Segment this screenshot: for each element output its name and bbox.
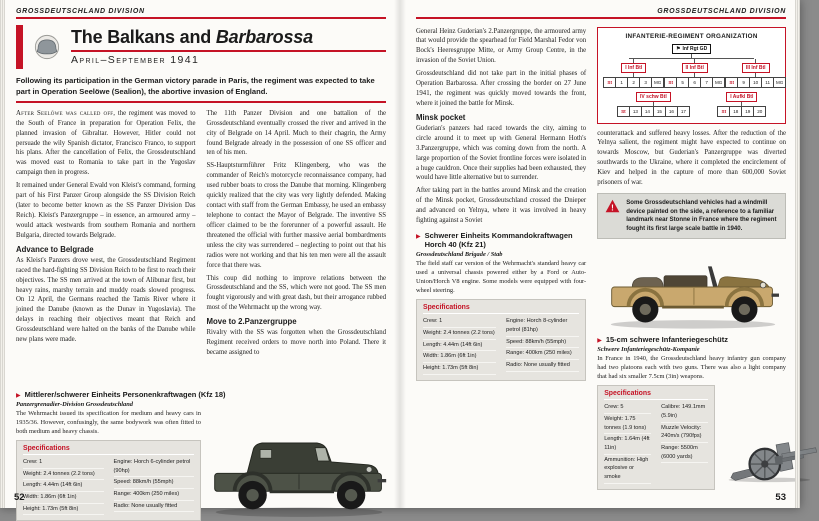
running-head-row [16, 8, 386, 15]
feature-description: The field staff car version of the Wehrmacht's standard heavy car used a universal chassis powered either by a Ford or Auto-Union/Horch V8 engine. Some models were equipped with four-wheel steering. [416, 260, 587, 295]
paragraph: SS-Hauptsturmführer Fritz Klingenberg, who was the commander of Reich's motorcycle reconnaissance company, had used rubber boats to cross the Danube that morning. Klingenberg quickly realized that the city was very lightly defended. Making contact with staff from the German Embassy, he used an embassy telephone to contact the Mayor of Belgrade. The inventive SS officer claimed to be the forerunner of a powerful assault. He threatened the official with further massive aerial bombardments unless the city was surrendered – neglecting to point out that his radios were not working and that his ten men were all the assault force that there was. [206, 162, 386, 269]
spec-item: Weight: 2.4 tonnes (2.2 tons) [23, 469, 104, 481]
paragraph: After taking part in the battles around Minsk and the creation of the Minsk pocket, Grossdeutschland crossed the Dnieper and advanced on Yelnya, where it was involved in heavy fighting against a Soviet [416, 187, 587, 225]
org-st-cell: St [617, 106, 630, 117]
feature-text-block [16, 399, 201, 521]
org-st-cell: St [603, 77, 616, 88]
specifications-box [597, 385, 715, 489]
org-company-cell: 20 [753, 106, 766, 117]
page-number: 52 [14, 492, 25, 503]
warning-icon [605, 199, 620, 213]
feature-description: The Wehrmacht issued its specification for medium and heavy cars in 1935/36. However, confusingly, the same bodywork was often fitted to both medium and heavy chassis. [16, 409, 201, 435]
spec-item: Crew: 1 [423, 316, 496, 328]
org-company-cell: MG [773, 77, 786, 88]
spec-item: Width: 1.86m (6ft 1in) [23, 492, 104, 504]
feature-kfz18 [16, 390, 386, 521]
org-company-cell: MG [712, 77, 725, 88]
org-root [603, 44, 780, 58]
title-rule [71, 50, 386, 52]
specifications-box [16, 440, 201, 521]
helmet-icon [30, 34, 64, 60]
spec-item: Radio: None usually fitted [506, 360, 579, 372]
feature-arrow-icon: ▶ [416, 234, 421, 241]
paragraph: Guderian's panzers had raced towards the city, aiming to circle around it to meet up with General Hermann Hoth's 3.Panzergruppe, which was coming down from the north. A large proportion of the Soviet frontline forces were isolated in a huge cauldron. Once their supplies had been exhausted, they would have little alternative but to surrender. [416, 124, 587, 182]
horch40-vehicle-illustration [597, 244, 789, 330]
spec-item: Speed: 88km/h (55mph) [506, 337, 579, 349]
feature-title: Schwerer Einheits Kommandokraftwagen Horch 40 (Kfz 21) [424, 231, 573, 250]
page-52 [0, 0, 400, 512]
spec-item: Length: 1.64m (4ft 11in) [604, 434, 651, 454]
paragraph: As Kleist's Panzers drove west, the Grossdeutschland Regiment raced the hard-fighting SS Division Reich to be first to reach their objectives. The SS men arrived at the town of Alibunar first, but heavy rains, marshy terrain and muddy roads slowed progress. On 12 April, the Germans reached the Tamis River where it joined the Danube (known as the Dunav in Yugoslavia). The delays in reaching their objectives meant that Reich and Grossdeutschland were halted on the banks of the Danube while new plans were made. [16, 256, 196, 344]
body-columns [416, 27, 786, 490]
running-head-rule [416, 17, 786, 19]
running-head: GROSSDEUTSCHLAND DIVISION [657, 8, 786, 15]
page-number: 53 [775, 492, 786, 503]
org-company-cell: 6 [688, 77, 701, 88]
spec-column [23, 457, 104, 515]
spec-item: Width: 1.86m (6ft 1in) [423, 351, 496, 363]
org-st-cell: St [717, 106, 730, 117]
feature-arrow-icon: ▶ [597, 338, 602, 345]
running-head-row [416, 8, 786, 15]
org-company-cell: 18 [729, 106, 742, 117]
spec-item: Height: 1.73m (5ft 8in) [23, 504, 104, 516]
org-chart-title: INFANTERIE-REGIMENT ORGANIZATION [625, 32, 758, 40]
org-unit [725, 59, 786, 88]
body-column-1 [416, 27, 586, 490]
intro-rule [16, 101, 386, 103]
spec-item: Weight: 2.4 tonnes (2.2 tons) [423, 328, 496, 340]
org-company-cell: 1 [615, 77, 628, 88]
org-unit [603, 59, 664, 88]
org-company-cell: 13 [629, 106, 642, 117]
title-block [16, 25, 386, 70]
spec-item: Radio: None usually fitted [114, 501, 195, 513]
org-company-cell: 16 [665, 106, 678, 117]
page-title: The Balkans and Barbarossa [71, 26, 313, 47]
paragraph: General Heinz Guderian's 2.Panzergruppe, the armoured army that would provide the spearhead for Field Marshal Fedor von Bock's Heeresgruppe Mitte, or Army Group Centre, in the invasion of the Soviet Union. [416, 27, 587, 65]
intro-paragraph: Following its participation in the German victory parade in Paris, the regiment was expected to take part in Operation Seelöwe (Sealion), the abortive invasion of England. [16, 76, 375, 97]
org-battalion-box: III Inf Btl [742, 63, 770, 73]
specifications-title: Specifications [423, 304, 579, 314]
paragraph: Rivalry with the SS was forgotten when the Grossdeutschland Regiment received orders to move north into Poland. There it became assigned to [206, 329, 386, 357]
paragraph: It remained under General Ewald von Kleist's command, forming part of his First Panzer Group alongside the SS Division Reich (later to become better known as the SS Panzer Division Das Reich). Kleist's Panzergruppe – in essence, an armoured army – would attack westwards from southern Romania and northern Bulgaria, directed towards Belgrade. [16, 182, 196, 239]
org-company-cell: 9 [737, 77, 750, 88]
running-head: GROSSDEUTSCHLAND DIVISION [16, 8, 145, 15]
org-company-cell: 15 [653, 106, 666, 117]
org-company-cell: 11 [761, 77, 774, 88]
page-53 [400, 0, 800, 508]
spec-item: Range: 400km (250 miles) [506, 348, 579, 360]
spec-item: Range: 5500m (6000 yards) [661, 443, 708, 463]
feature-subtitle: Panzergrenadier-Division Grossdeutschland [16, 400, 133, 408]
body-column-2 [207, 109, 387, 385]
org-chart [597, 27, 786, 124]
windmill-note [597, 193, 786, 239]
svg-text:!: ! [611, 203, 615, 213]
body-columns [16, 109, 386, 385]
org-company-cell: 3 [639, 77, 652, 88]
paragraph: counterattack and suffered heavy losses. After the reduction of the Yelnya salient, the regiment might have expected to continue on towards Moscow, but Guderian's Panzergruppe was diverted southwards to the Ukraine, where it completed the encirclement of Kiev and helped in the capture of more than 600,000 Soviet prisoners of war. [597, 129, 786, 187]
flag-icon: ⚑ [675, 45, 681, 52]
org-unit [717, 92, 766, 117]
org-company-cell: 5 [676, 77, 689, 88]
spec-item: Crew: 1 [23, 457, 104, 469]
spec-item: Ammunition: High explosive or smoke [604, 455, 651, 484]
feature-title: 15-cm schwere Infanteriegeschütz [605, 335, 728, 345]
section-heading: Minsk pocket [416, 112, 466, 122]
spec-column [506, 316, 579, 374]
spec-column [114, 457, 195, 515]
org-company-cell: 10 [749, 77, 762, 88]
note-text: Some Grossdeutschland vehicles had a windmill device painted on the side, a reference to a familiar landmark near Stonne in France where the regiment fought its first large scale battle in 1940. [626, 199, 777, 232]
spec-item: Weight: 1.75 tonnes (1.9 tons) [604, 414, 651, 434]
paragraph: Grossdeutschland did not take part in the initial phases of Operation Barbarossa. After crossing the border on 27 June 1941, the regiment was quickly moved towards the front, where it joined the battle for Minsk. [416, 70, 587, 107]
org-battalion-row [603, 92, 780, 117]
feature-title: Mittlerer/schwerer Einheits Personenkraftwagen (Kfz 18) [24, 389, 226, 399]
paragraph: After Seelöwe was called off, the regiment was moved to the South of France in preparation for Operation Felix, the planned invasion of Gibraltar. However, Hitler could not persuade the wily Spanish dictator, Francisco Franco, to support his plans. After the cancellation of Felix, the Grossdeutschland was moved east to Romania to take part in the Yugoslav campaign then in progress. [16, 109, 196, 177]
spec-item: Height: 1.73m (5ft 8in) [423, 363, 496, 375]
org-battalion-box: II Inf Btl [682, 63, 708, 73]
feature-subtitle: Grossdeutschland Brigade / Stab [416, 251, 503, 259]
org-battalion-box: I Inf Btl [621, 63, 646, 73]
specifications-title: Specifications [604, 390, 708, 400]
sig33-gun-illustration [723, 424, 819, 490]
org-battalion-box: I Aufkl Btl [726, 92, 757, 102]
spec-item: Engine: Horch 6-cylinder petrol (90hp) [114, 457, 195, 477]
spec-item: Length: 4.44m (14ft 6in) [23, 480, 104, 492]
spec-item: Range: 400km (250 miles) [114, 489, 195, 501]
feature-description: In France in 1940, the Grossdeutschland heavy infantry gun company had two platoons each with two guns. There was also a light company that had six smaller 7.5cm (3in) weapons. [597, 355, 786, 381]
org-unit [617, 92, 690, 117]
spec-item: Calibre: 149.1mm (5.9in) [661, 402, 708, 422]
org-st-cell: St [725, 77, 738, 88]
spec-column [423, 316, 496, 374]
org-company-cell: 14 [641, 106, 654, 117]
title-text [71, 28, 386, 67]
org-battalion-box: IV schw Btl [636, 92, 671, 102]
org-company-cell: MG [651, 77, 664, 88]
org-company-cell: 7 [700, 77, 713, 88]
org-root-box: ⚑ Inf Rgt GD [672, 44, 711, 54]
spec-item: Engine: Horch 8-cylinder petrol (81hp) [506, 316, 579, 336]
page-subtitle: April–September 1941 [71, 54, 200, 67]
feature-horch40 [416, 231, 586, 381]
section-heading: Advance to Belgrade [16, 244, 94, 254]
spec-item: Speed: 88km/h (55mph) [114, 477, 195, 489]
feature-subtitle: Schwere Infanteriegeschütz-Kompanie [597, 346, 700, 354]
feature-sig33 [597, 335, 786, 490]
org-unit [664, 59, 725, 88]
spec-item: Crew: 5 [604, 402, 651, 414]
spec-item: Muzzle Velocity: 240m/s (790fps) [661, 423, 708, 443]
feature-arrow-icon: ▶ [16, 392, 21, 399]
paragraph: The 11th Panzer Division and one battalion of the Grossdeutschland eventually crossed the river and arrived in the city of Belgrade on 14 April. Much to their chagrin, the Army found Belgrade already in the possession of one SS officer and ten of his men. [206, 109, 386, 157]
specifications-box [416, 299, 586, 380]
org-st-cell: St [664, 77, 677, 88]
org-company-cell: 2 [627, 77, 640, 88]
kfz18-vehicle-illustration [209, 419, 389, 521]
org-company-cell: 19 [741, 106, 754, 117]
section-heading: Move to 2.Panzergruppe [206, 317, 297, 327]
running-head-rule [16, 17, 386, 19]
spec-item: Length: 4.44m (14ft 6in) [423, 340, 496, 352]
body-column-2 [597, 27, 786, 490]
spec-column [604, 402, 651, 483]
specifications-title: Specifications [23, 445, 194, 455]
body-column-1 [16, 109, 196, 385]
org-company-cell: 17 [677, 106, 690, 117]
org-battalion-row [603, 59, 784, 88]
paragraph: This coup did nothing to improve relations between the Grossdeutschland and the SS, which were not good. The SS men fought vigorously and with great dash, but their arrogance rubbed most of the Wehrmacht up the wrong way. [206, 274, 386, 312]
spec-column [661, 402, 708, 483]
